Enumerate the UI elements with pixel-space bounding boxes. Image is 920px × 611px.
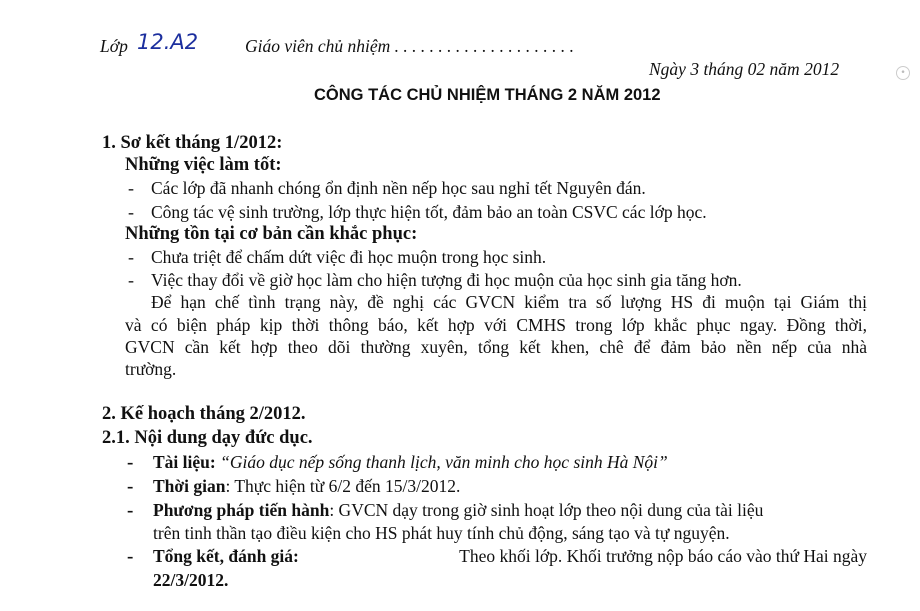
issue-item-1: Chưa triệt để chấm dứt việc đi học muộn trong học sinh.: [151, 247, 547, 267]
document-title: CÔNG TÁC CHỦ NHIỆM THÁNG 2 NĂM 2012: [314, 86, 661, 104]
good-item-2: Công tác vệ sinh trường, lớp thực hiện tốt, đảm bảo an toàn CSVC các lớp học.: [151, 202, 707, 222]
evaluation-deadline: 22/3/2012.: [153, 570, 229, 590]
method-text: : GVCN dạy trong giờ sinh hoạt lớp theo nội dung của tài liệu: [329, 500, 764, 520]
issues-heading: Những tồn tại cơ bản cần khắc phục:: [125, 224, 418, 244]
issue-item-2: Việc thay đổi về giờ học làm cho hiện tượng đi học muộn của học sinh gia tăng hơn.: [151, 270, 742, 290]
bullet-dash: -: [128, 247, 134, 267]
timeline-text: : Thực hiện từ 6/2 đến 15/3/2012.: [225, 476, 461, 496]
materials-label: Tài liệu:: [153, 452, 216, 472]
materials-item: [153, 452, 668, 473]
timeline-label: Thời gian: [153, 476, 226, 496]
bullet-dash: -: [127, 452, 134, 473]
good-things-heading: Những việc làm tốt:: [125, 155, 282, 175]
evaluation-item: [153, 546, 867, 567]
page-marker-icon: •: [896, 66, 910, 80]
evaluation-text: Theo khối lớp. Khối trưởng nộp báo cáo vào thứ Hai ngày: [459, 546, 867, 566]
bullet-dash: -: [128, 202, 134, 222]
section-1-heading: 1. Sơ kết tháng 1/2012:: [102, 133, 283, 153]
section-2-1-heading: 2.1. Nội dung dạy đức dục.: [102, 428, 313, 448]
bullet-dash: -: [128, 178, 134, 198]
bullet-dash: -: [127, 476, 134, 497]
document-date: Ngày 3 tháng 02 năm 2012: [649, 59, 840, 79]
paragraph-line-4: trường.: [125, 359, 177, 379]
method-label: Phương pháp tiến hành: [153, 500, 330, 520]
paragraph-line-2: và có biện pháp kịp thời thông báo, kết hợp với CMHS trong lớp khắc phục ngay. Đồng thời,: [125, 315, 867, 335]
class-label: Lớp: [100, 36, 128, 56]
paragraph-line-1: Để hạn chế tình trạng này, đề nghị các GVCN kiểm tra số lượng HS đi muộn tại Giám thị: [151, 292, 867, 312]
timeline-item: [153, 476, 460, 497]
class-handwritten-value: 12.A2: [137, 30, 199, 54]
bullet-dash: -: [128, 270, 134, 290]
paragraph-line-3: GVCN cần kết hợp theo dõi thường xuyên, tổng kết khen, chê để đảm bảo nền nếp của nhà: [125, 337, 867, 357]
evaluation-label: Tổng kết, đánh giá:: [153, 546, 299, 566]
bullet-dash: -: [127, 546, 134, 567]
section-2-heading: 2. Kế hoạch tháng 2/2012.: [102, 404, 306, 424]
good-item-1: Các lớp đã nhanh chóng ổn định nền nếp học sau nghỉ tết Nguyên đán.: [151, 178, 646, 198]
method-item: [153, 500, 763, 521]
bullet-dash: -: [127, 500, 134, 521]
materials-text: “Giáo dục nếp sống thanh lịch, văn minh cho học sinh Hà Nội”: [220, 452, 668, 472]
homeroom-teacher-label: Giáo viên chủ nhiệm . . . . . . . . . . . . . . . . . . . . .: [245, 36, 575, 56]
method-text-continued: trên tinh thần tạo điều kiện cho HS phát huy tính chủ động, sáng tạo và tự nguyện.: [153, 523, 730, 543]
